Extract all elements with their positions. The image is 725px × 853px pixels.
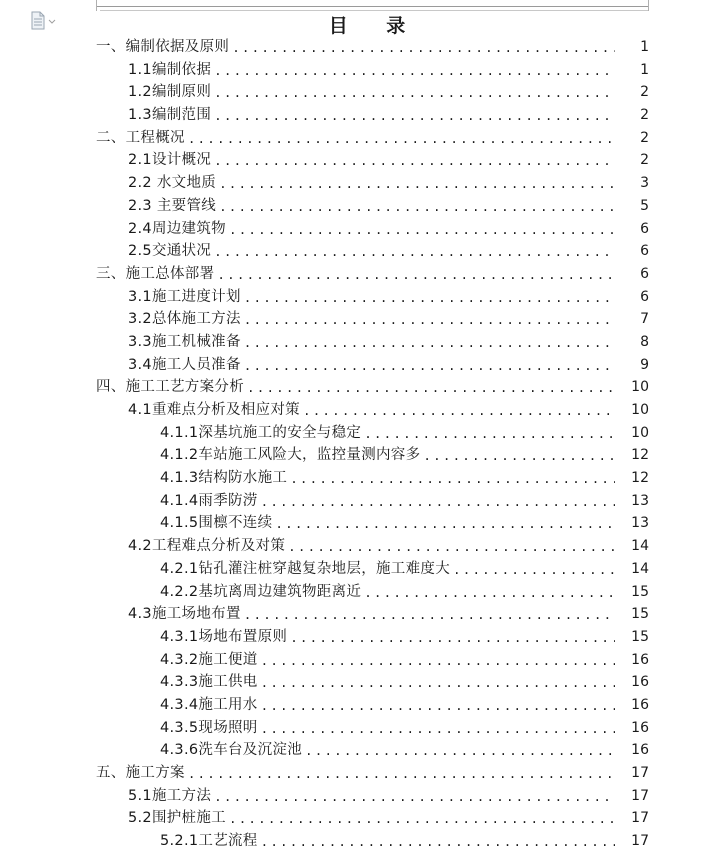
toc-page-number: 2: [640, 129, 649, 146]
toc-dot-leader: [261, 694, 615, 717]
toc-dot-leader: [188, 127, 615, 150]
toc-entry[interactable]: [0, 739, 725, 762]
toc-page-number: 14: [631, 538, 649, 555]
toc-entry-text: 4.1.1深基坑施工的安全与稳定: [160, 424, 362, 441]
toc-entry[interactable]: [0, 444, 725, 467]
toc-entry[interactable]: [0, 603, 725, 626]
toc-page-number: 13: [631, 492, 649, 509]
toc-entry[interactable]: [0, 512, 725, 535]
toc-entry[interactable]: [0, 649, 725, 672]
toc-dot-leader: [219, 172, 615, 195]
toc-entry[interactable]: [0, 59, 725, 82]
toc-dot-leader: [214, 104, 615, 127]
toc-entry[interactable]: [0, 195, 725, 218]
toc-dot-leader: [453, 558, 615, 581]
toc-entry[interactable]: [0, 331, 725, 354]
toc-page-number: 6: [640, 243, 649, 260]
toc-entry-text: 4.3.1场地布置原则: [160, 628, 288, 645]
toc-dot-leader: [288, 535, 615, 558]
toc-entry[interactable]: [0, 354, 725, 377]
toc-entry[interactable]: [0, 376, 725, 399]
toc-entry[interactable]: [0, 535, 725, 558]
toc-dot-leader: [229, 807, 615, 830]
toc-entry[interactable]: [0, 308, 725, 331]
toc-entry[interactable]: [0, 467, 725, 490]
toc-entry-text: 2.5交通状况: [128, 243, 212, 260]
toc-entry[interactable]: [0, 785, 725, 808]
toc-page-number: 15: [631, 628, 649, 645]
toc-page-number: 2: [640, 152, 649, 169]
toc-dot-leader: [247, 376, 615, 399]
toc-dot-leader: [219, 195, 615, 218]
toc-entry[interactable]: [0, 830, 725, 853]
toc-dot-leader: [229, 218, 615, 241]
toc-entry[interactable]: [0, 81, 725, 104]
toc-dot-leader: [214, 81, 615, 104]
toc-entry[interactable]: [0, 218, 725, 241]
toc-entry-text: 三、施工总体部署: [96, 265, 215, 282]
toc-entry[interactable]: [0, 558, 725, 581]
toc-page-number: 17: [631, 833, 649, 850]
toc-entry-text: 4.2.2基坑离周边建筑物距离近: [160, 583, 362, 600]
toc-entry-text: 4.2.1钻孔灌注桩穿越复杂地层，施工难度大: [160, 560, 450, 577]
toc-entry-text: 2.2 水文地质: [128, 175, 217, 192]
toc-title: 目 录: [328, 15, 422, 37]
toc-entry[interactable]: [0, 286, 725, 309]
toc-entry[interactable]: [0, 399, 725, 422]
toc-entry-text: 4.1.2车站施工风险大，监控量测内容多: [160, 447, 421, 464]
toc-entry-text: 4.3.3施工供电: [160, 674, 258, 691]
toc-entry[interactable]: [0, 172, 725, 195]
toc-entry-text: 3.3施工机械准备: [128, 333, 241, 350]
toc-dot-leader: [214, 149, 615, 172]
toc-page-number: 10: [631, 424, 649, 441]
toc-page-number: 15: [631, 606, 649, 623]
toc-dot-leader: [423, 444, 615, 467]
toc-entry-text: 3.1施工进度计划: [128, 288, 241, 305]
toc-page-number: 8: [640, 333, 649, 350]
toc-page-number: 1: [640, 61, 649, 78]
toc-entry-text: 2.4周边建筑物: [128, 220, 226, 237]
toc-page-number: 9: [640, 356, 649, 373]
toc-entry[interactable]: [0, 717, 725, 740]
toc-page-number: 2: [640, 84, 649, 101]
toc-page-number: 16: [631, 719, 649, 736]
toc-entry[interactable]: [0, 762, 725, 785]
toc-page-number: 6: [640, 288, 649, 305]
toc-entry-text: 一、编制依据及原则: [96, 39, 230, 55]
toc-page-number: 17: [631, 765, 649, 781]
toc-page-number: 5: [640, 197, 649, 214]
toc-dot-leader: [244, 331, 615, 354]
toc-page-number: 12: [631, 447, 649, 464]
toc-entry-text: 3.4施工人员准备: [128, 356, 241, 373]
toc-entry[interactable]: [0, 490, 725, 513]
toc-page-number: 16: [631, 742, 649, 759]
toc-dot-leader: [214, 785, 615, 808]
toc-dot-leader: [303, 399, 615, 422]
toc-entry-text: 5.2围护桩施工: [128, 810, 226, 827]
toc-page-number: 7: [640, 311, 649, 328]
toc-dot-leader: [290, 626, 615, 649]
toc-entry-text: 五、施工方案: [96, 765, 185, 781]
toc-dot-leader: [275, 512, 615, 535]
toc-dot-leader: [244, 354, 615, 377]
toc-page-number: 17: [631, 810, 649, 827]
page-left-border: [96, 0, 97, 11]
toc-page-number: 14: [631, 560, 649, 577]
toc-entry-text: 4.1.3结构防水施工: [160, 470, 288, 487]
toc-page-number: 3: [640, 175, 649, 192]
toc-entry[interactable]: [0, 240, 725, 263]
toc-entry[interactable]: [0, 127, 725, 150]
toc-dot-leader: [290, 467, 615, 490]
toc-dot-leader: [244, 603, 615, 626]
toc-page-number: 12: [631, 470, 649, 487]
toc-page-number: 10: [631, 402, 649, 418]
toc-entry[interactable]: [0, 263, 725, 286]
toc-entry-text: 1.1编制依据: [128, 61, 212, 78]
toc-entry-text: 1.2编制原则: [128, 84, 212, 101]
toc-page-number: 13: [631, 515, 649, 532]
toc-dot-leader: [244, 286, 615, 309]
toc-dot-leader: [261, 671, 615, 694]
page-right-border: [648, 0, 649, 11]
toc-dot-leader: [261, 490, 615, 513]
toc-page-number: 16: [631, 674, 649, 691]
toc-dot-leader: [364, 581, 615, 604]
toc-entry-text: 4.3.5现场照明: [160, 719, 258, 736]
toc-dot-leader: [261, 717, 615, 740]
toc-entry-text: 4.3施工场地布置: [128, 606, 241, 623]
toc-dot-leader: [232, 36, 615, 59]
toc-entry-text: 四、施工工艺方案分析: [96, 379, 244, 396]
toc-entry[interactable]: [0, 422, 725, 445]
toc-page-number: 15: [631, 583, 649, 600]
toc-entry[interactable]: [0, 581, 725, 604]
toc-dot-leader: [364, 422, 615, 445]
toc-dot-leader: [305, 739, 615, 762]
toc-page-number: 6: [640, 265, 649, 282]
table-of-contents: [0, 36, 725, 853]
toc-entry[interactable]: [0, 149, 725, 172]
toc-entry[interactable]: [0, 104, 725, 127]
toc-entry-text: 3.2总体施工方法: [128, 311, 241, 328]
toc-entry-text: 4.3.6洗车台及沉淀池: [160, 742, 302, 759]
toc-entry-text: 4.3.2施工便道: [160, 651, 258, 668]
toc-page-number: 1: [640, 39, 649, 55]
toc-dot-leader: [217, 263, 615, 286]
toc-page-number: 2: [640, 107, 649, 124]
toc-page-number: 16: [631, 696, 649, 713]
toc-dot-leader: [214, 59, 615, 82]
toc-entry[interactable]: [0, 671, 725, 694]
toc-entry-text: 4.1重难点分析及相应对策: [128, 402, 300, 418]
toc-page-number: 10: [631, 379, 649, 396]
page-top-border: [96, 6, 648, 7]
toc-dot-leader: [214, 240, 615, 263]
toc-entry[interactable]: [0, 36, 725, 59]
toc-entry-text: 5.2.1工艺流程: [160, 833, 258, 850]
toc-entry-text: 4.1.5围檩不连续: [160, 515, 273, 532]
toc-entry[interactable]: [0, 626, 725, 649]
toc-entry-text: 2.1设计概况: [128, 152, 212, 169]
toc-page-number: 6: [640, 220, 649, 237]
toc-entry[interactable]: [0, 694, 725, 717]
toc-entry[interactable]: [0, 807, 725, 830]
toc-entry-text: 2.3 主要管线: [128, 197, 217, 214]
toc-entry-text: 1.3编制范围: [128, 107, 212, 124]
toc-dot-leader: [188, 762, 615, 785]
toc-dot-leader: [261, 830, 615, 853]
toc-entry-text: 4.2工程难点分析及对策: [128, 538, 286, 555]
toc-entry-text: 4.1.4雨季防涝: [160, 492, 258, 509]
toc-dot-leader: [261, 649, 615, 672]
toc-entry-text: 5.1施工方法: [128, 787, 212, 804]
toc-dot-leader: [244, 308, 615, 331]
toc-page-number: 16: [631, 651, 649, 668]
toc-entry-text: 4.3.4施工用水: [160, 696, 258, 713]
toc-page-number: 17: [631, 787, 649, 804]
toc-entry-text: 二、工程概况: [96, 129, 185, 146]
